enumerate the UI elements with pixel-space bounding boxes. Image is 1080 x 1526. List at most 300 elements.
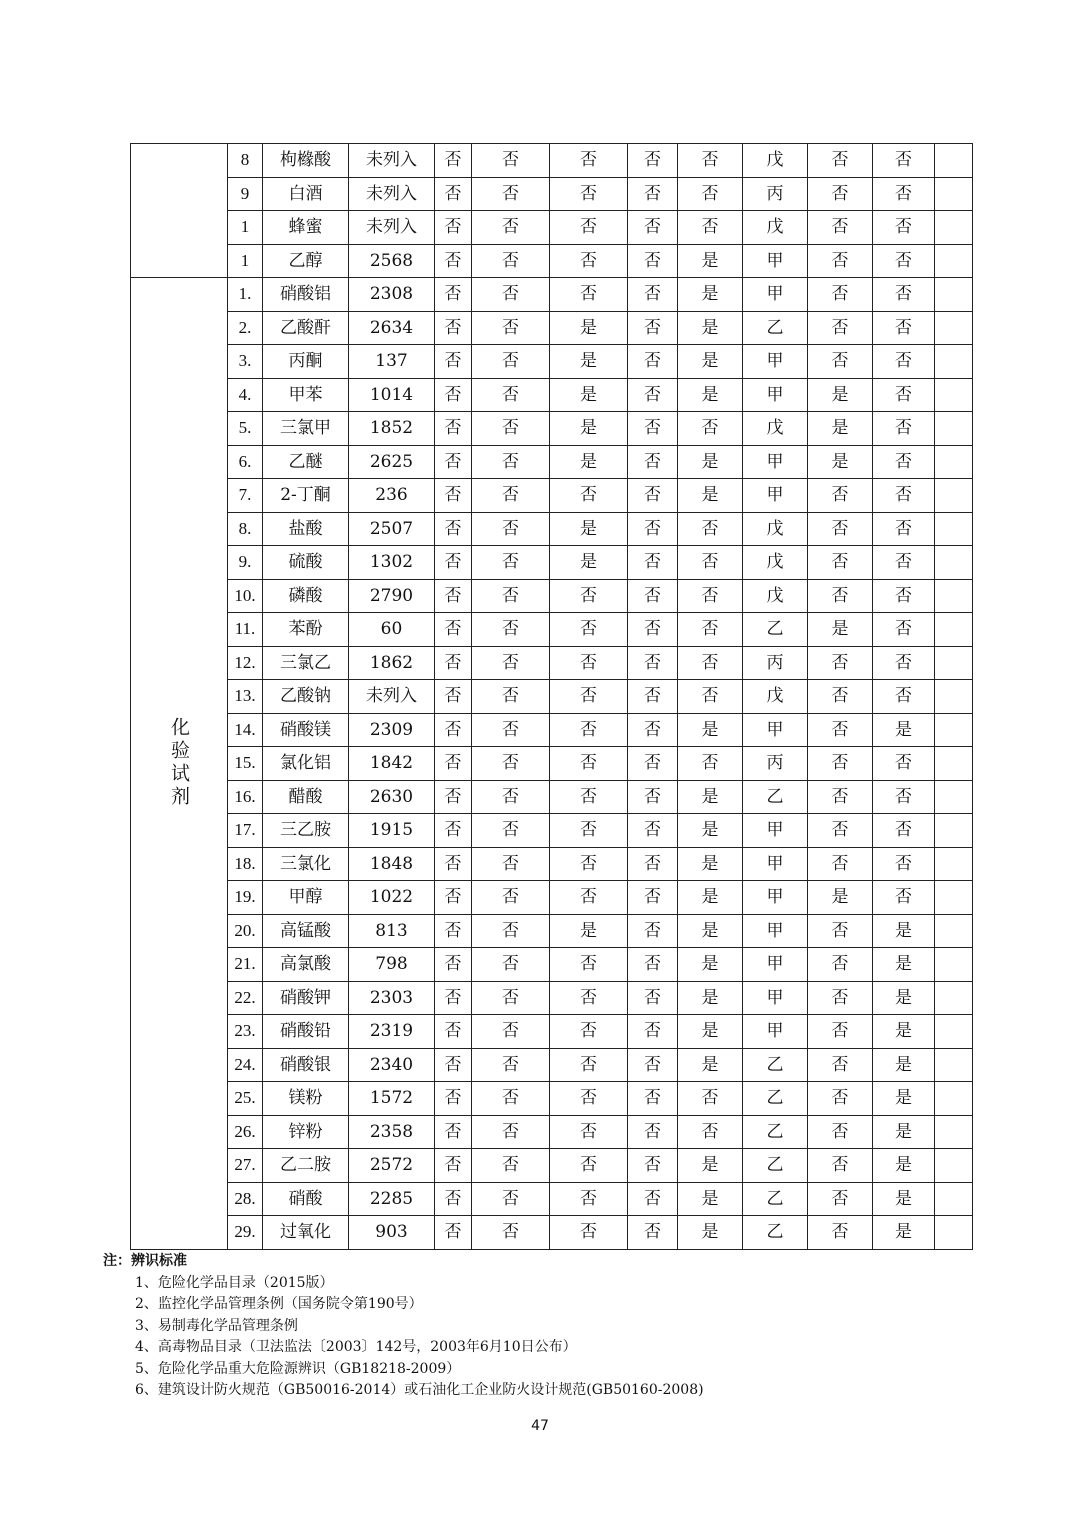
col-e-cell: 是 — [678, 278, 743, 312]
col-f-cell: 否 — [808, 244, 873, 278]
table-row — [131, 646, 973, 680]
row-number-cell: 4. — [228, 378, 263, 412]
col-d-cell: 否 — [628, 1115, 678, 1149]
remark-cell — [935, 1115, 973, 1149]
col-b-cell: 否 — [472, 244, 550, 278]
catalog-number-cell: 2790 — [349, 579, 435, 613]
col-f-cell: 否 — [808, 713, 873, 747]
remark-cell — [935, 278, 973, 312]
chemical-name-cell: 甲苯 — [263, 378, 349, 412]
catalog-number-cell: 1862 — [349, 646, 435, 680]
note-item: 6、建筑设计防火规范（GB50016-2014）或石油化工企业防火设计规范(GB50160-2008) — [135, 1382, 704, 1398]
table-body — [131, 144, 973, 1250]
col-c-cell: 是 — [550, 445, 628, 479]
table-row — [131, 981, 973, 1015]
chemical-name-cell: 硝酸钾 — [263, 981, 349, 1015]
table-row — [131, 1115, 973, 1149]
col-e-cell: 是 — [678, 713, 743, 747]
col-c-cell: 是 — [550, 345, 628, 379]
fire-class-cell: 乙 — [743, 1048, 808, 1082]
col-f-cell: 否 — [808, 981, 873, 1015]
row-number-cell: 2. — [228, 311, 263, 345]
remark-cell — [935, 981, 973, 1015]
table-row — [131, 814, 973, 848]
fire-class-cell: 戊 — [743, 546, 808, 580]
row-number-cell: 9. — [228, 546, 263, 580]
col-g-cell: 否 — [873, 814, 935, 848]
remark-cell — [935, 378, 973, 412]
table-row — [131, 378, 973, 412]
fire-class-cell: 丙 — [743, 646, 808, 680]
catalog-number-cell: 2319 — [349, 1015, 435, 1049]
col-e-cell: 是 — [678, 1015, 743, 1049]
col-d-cell: 否 — [628, 814, 678, 848]
col-c-cell: 否 — [550, 613, 628, 647]
table-row — [131, 1216, 973, 1250]
chemical-name-cell: 2-丁酮 — [263, 479, 349, 513]
col-d-cell: 否 — [628, 311, 678, 345]
col-d-cell: 否 — [628, 278, 678, 312]
col-g-cell: 是 — [873, 713, 935, 747]
col-d-cell: 否 — [628, 211, 678, 245]
col-d-cell: 否 — [628, 914, 678, 948]
catalog-number-cell: 1852 — [349, 412, 435, 446]
col-a-cell: 否 — [435, 613, 472, 647]
catalog-number-cell: 2634 — [349, 311, 435, 345]
col-e-cell: 是 — [678, 345, 743, 379]
col-d-cell: 否 — [628, 412, 678, 446]
notes — [103, 1251, 704, 1402]
col-f-cell: 是 — [808, 412, 873, 446]
col-d-cell: 否 — [628, 1048, 678, 1082]
col-c-cell: 否 — [550, 646, 628, 680]
remark-cell — [935, 948, 973, 982]
catalog-number-cell: 未列入 — [349, 211, 435, 245]
col-a-cell: 否 — [435, 479, 472, 513]
col-g-cell: 是 — [873, 948, 935, 982]
remark-cell — [935, 311, 973, 345]
row-number-cell: 25. — [228, 1082, 263, 1116]
col-e-cell: 否 — [678, 646, 743, 680]
col-b-cell: 否 — [472, 881, 550, 915]
fire-class-cell: 甲 — [743, 981, 808, 1015]
col-e-cell: 是 — [678, 948, 743, 982]
col-c-cell: 否 — [550, 278, 628, 312]
catalog-number-cell: 2625 — [349, 445, 435, 479]
col-f-cell: 否 — [808, 345, 873, 379]
col-d-cell: 否 — [628, 1149, 678, 1183]
col-g-cell: 否 — [873, 646, 935, 680]
remark-cell — [935, 479, 973, 513]
catalog-number-cell: 1572 — [349, 1082, 435, 1116]
col-g-cell: 否 — [873, 479, 935, 513]
col-a-cell: 否 — [435, 378, 472, 412]
col-e-cell: 是 — [678, 244, 743, 278]
fire-class-cell: 甲 — [743, 881, 808, 915]
chemical-name-cell: 甲醇 — [263, 881, 349, 915]
fire-class-cell: 戊 — [743, 512, 808, 546]
col-c-cell: 否 — [550, 948, 628, 982]
catalog-number-cell: 813 — [349, 914, 435, 948]
row-number-cell: 10. — [228, 579, 263, 613]
notes-heading: 注：辨识标准 — [103, 1253, 187, 1269]
col-g-cell: 否 — [873, 278, 935, 312]
chemical-name-cell: 锌粉 — [263, 1115, 349, 1149]
chemical-name-cell: 三氯乙 — [263, 646, 349, 680]
row-number-cell: 3. — [228, 345, 263, 379]
col-a-cell: 否 — [435, 646, 472, 680]
col-b-cell: 否 — [472, 445, 550, 479]
col-c-cell: 否 — [550, 981, 628, 1015]
row-number-cell: 24. — [228, 1048, 263, 1082]
col-b-cell: 否 — [472, 713, 550, 747]
row-number-cell: 27. — [228, 1149, 263, 1183]
category-cell: 化验试剂 — [131, 278, 228, 1250]
table-row — [131, 914, 973, 948]
row-number-cell: 23. — [228, 1015, 263, 1049]
col-g-cell: 是 — [873, 981, 935, 1015]
remark-cell — [935, 244, 973, 278]
row-number-cell: 26. — [228, 1115, 263, 1149]
chemical-name-cell: 乙醚 — [263, 445, 349, 479]
catalog-number-cell: 60 — [349, 613, 435, 647]
table-row — [131, 546, 973, 580]
table-row — [131, 445, 973, 479]
row-number-cell: 12. — [228, 646, 263, 680]
col-b-cell: 否 — [472, 512, 550, 546]
row-number-cell: 8. — [228, 512, 263, 546]
catalog-number-cell: 1014 — [349, 378, 435, 412]
row-number-cell: 22. — [228, 981, 263, 1015]
row-number-cell: 6. — [228, 445, 263, 479]
col-c-cell: 否 — [550, 847, 628, 881]
col-e-cell: 是 — [678, 1216, 743, 1250]
chemical-table — [130, 143, 973, 1250]
remark-cell — [935, 1216, 973, 1250]
fire-class-cell: 甲 — [743, 847, 808, 881]
col-c-cell: 否 — [550, 881, 628, 915]
col-e-cell: 否 — [678, 1115, 743, 1149]
col-a-cell: 否 — [435, 1115, 472, 1149]
col-f-cell: 否 — [808, 579, 873, 613]
catalog-number-cell: 1842 — [349, 747, 435, 781]
col-c-cell: 否 — [550, 177, 628, 211]
col-e-cell: 否 — [678, 1082, 743, 1116]
col-g-cell: 是 — [873, 1182, 935, 1216]
col-c-cell: 否 — [550, 144, 628, 178]
col-c-cell: 是 — [550, 546, 628, 580]
col-b-cell: 否 — [472, 412, 550, 446]
table-row — [131, 847, 973, 881]
col-e-cell: 否 — [678, 579, 743, 613]
col-g-cell: 否 — [873, 747, 935, 781]
remark-cell — [935, 680, 973, 714]
col-b-cell: 否 — [472, 211, 550, 245]
col-e-cell: 否 — [678, 680, 743, 714]
fire-class-cell: 甲 — [743, 278, 808, 312]
chemical-name-cell: 硝酸 — [263, 1182, 349, 1216]
col-c-cell: 是 — [550, 311, 628, 345]
col-d-cell: 否 — [628, 144, 678, 178]
row-number-cell: 14. — [228, 713, 263, 747]
col-f-cell: 否 — [808, 546, 873, 580]
col-c-cell: 否 — [550, 1149, 628, 1183]
col-b-cell: 否 — [472, 1082, 550, 1116]
chemical-name-cell: 三氯化 — [263, 847, 349, 881]
col-c-cell: 否 — [550, 1216, 628, 1250]
col-g-cell: 否 — [873, 144, 935, 178]
col-d-cell: 否 — [628, 613, 678, 647]
col-f-cell: 否 — [808, 948, 873, 982]
remark-cell — [935, 747, 973, 781]
col-a-cell: 否 — [435, 1182, 472, 1216]
chemical-name-cell: 乙酸钠 — [263, 680, 349, 714]
col-b-cell: 否 — [472, 1048, 550, 1082]
row-number-cell: 21. — [228, 948, 263, 982]
row-number-cell: 7. — [228, 479, 263, 513]
col-g-cell: 是 — [873, 1115, 935, 1149]
col-b-cell: 否 — [472, 479, 550, 513]
fire-class-cell: 甲 — [743, 445, 808, 479]
catalog-number-cell: 未列入 — [349, 177, 435, 211]
col-g-cell: 否 — [873, 680, 935, 714]
col-b-cell: 否 — [472, 345, 550, 379]
col-d-cell: 否 — [628, 579, 678, 613]
col-b-cell: 否 — [472, 680, 550, 714]
row-number-cell: 1 — [228, 211, 263, 245]
remark-cell — [935, 914, 973, 948]
col-f-cell: 是 — [808, 445, 873, 479]
col-a-cell: 否 — [435, 1149, 472, 1183]
col-b-cell: 否 — [472, 378, 550, 412]
col-d-cell: 否 — [628, 747, 678, 781]
col-g-cell: 是 — [873, 1216, 935, 1250]
remark-cell — [935, 1048, 973, 1082]
col-d-cell: 否 — [628, 780, 678, 814]
col-b-cell: 否 — [472, 1115, 550, 1149]
fire-class-cell: 乙 — [743, 1082, 808, 1116]
remark-cell — [935, 1082, 973, 1116]
col-d-cell: 否 — [628, 1015, 678, 1049]
catalog-number-cell: 1022 — [349, 881, 435, 915]
table-row — [131, 680, 973, 714]
col-d-cell: 否 — [628, 378, 678, 412]
chemical-name-cell: 盐酸 — [263, 512, 349, 546]
catalog-number-cell: 2630 — [349, 780, 435, 814]
col-g-cell: 否 — [873, 412, 935, 446]
fire-class-cell: 丙 — [743, 747, 808, 781]
table-row — [131, 512, 973, 546]
col-e-cell: 是 — [678, 914, 743, 948]
table-row — [131, 144, 973, 178]
remark-cell — [935, 613, 973, 647]
table-row — [131, 780, 973, 814]
col-f-cell: 否 — [808, 1115, 873, 1149]
catalog-number-cell: 798 — [349, 948, 435, 982]
remark-cell — [935, 211, 973, 245]
remark-cell — [935, 144, 973, 178]
col-f-cell: 否 — [808, 177, 873, 211]
col-b-cell: 否 — [472, 646, 550, 680]
table-row — [131, 1182, 973, 1216]
col-f-cell: 否 — [808, 780, 873, 814]
col-f-cell: 否 — [808, 211, 873, 245]
col-e-cell: 是 — [678, 847, 743, 881]
col-d-cell: 否 — [628, 981, 678, 1015]
col-c-cell: 否 — [550, 747, 628, 781]
row-number-cell: 29. — [228, 1216, 263, 1250]
col-e-cell: 否 — [678, 144, 743, 178]
fire-class-cell: 甲 — [743, 378, 808, 412]
row-number-cell: 28. — [228, 1182, 263, 1216]
col-b-cell: 否 — [472, 847, 550, 881]
col-a-cell: 否 — [435, 914, 472, 948]
col-b-cell: 否 — [472, 546, 550, 580]
col-a-cell: 否 — [435, 177, 472, 211]
chemical-name-cell: 氯化铝 — [263, 747, 349, 781]
col-b-cell: 否 — [472, 981, 550, 1015]
table-row — [131, 1015, 973, 1049]
fire-class-cell: 乙 — [743, 1216, 808, 1250]
col-b-cell: 否 — [472, 278, 550, 312]
col-g-cell: 否 — [873, 311, 935, 345]
chemical-name-cell: 醋酸 — [263, 780, 349, 814]
table-row — [131, 345, 973, 379]
col-a-cell: 否 — [435, 445, 472, 479]
remark-cell — [935, 847, 973, 881]
col-e-cell: 是 — [678, 445, 743, 479]
table-row — [131, 311, 973, 345]
col-f-cell: 否 — [808, 1149, 873, 1183]
fire-class-cell: 甲 — [743, 479, 808, 513]
col-c-cell: 否 — [550, 1015, 628, 1049]
col-g-cell: 否 — [873, 579, 935, 613]
row-number-cell: 18. — [228, 847, 263, 881]
fire-class-cell: 甲 — [743, 948, 808, 982]
col-f-cell: 否 — [808, 311, 873, 345]
col-b-cell: 否 — [472, 948, 550, 982]
remark-cell — [935, 345, 973, 379]
catalog-number-cell: 1915 — [349, 814, 435, 848]
chemical-name-cell: 硫酸 — [263, 546, 349, 580]
chemical-name-cell: 硝酸镁 — [263, 713, 349, 747]
row-number-cell: 19. — [228, 881, 263, 915]
col-a-cell: 否 — [435, 211, 472, 245]
col-d-cell: 否 — [628, 948, 678, 982]
col-g-cell: 否 — [873, 244, 935, 278]
col-e-cell: 否 — [678, 512, 743, 546]
chemical-name-cell: 高锰酸 — [263, 914, 349, 948]
col-d-cell: 否 — [628, 479, 678, 513]
col-g-cell: 否 — [873, 177, 935, 211]
fire-class-cell: 乙 — [743, 1115, 808, 1149]
col-b-cell: 否 — [472, 780, 550, 814]
table-row — [131, 1048, 973, 1082]
col-c-cell: 是 — [550, 914, 628, 948]
col-c-cell: 否 — [550, 1182, 628, 1216]
note-item: 1、危险化学品目录（2015版） — [135, 1274, 334, 1291]
col-b-cell: 否 — [472, 914, 550, 948]
col-f-cell: 否 — [808, 512, 873, 546]
col-g-cell: 否 — [873, 345, 935, 379]
col-d-cell: 否 — [628, 345, 678, 379]
col-a-cell: 否 — [435, 1048, 472, 1082]
col-g-cell: 否 — [873, 445, 935, 479]
col-d-cell: 否 — [628, 847, 678, 881]
col-e-cell: 否 — [678, 613, 743, 647]
col-b-cell: 否 — [472, 1149, 550, 1183]
col-e-cell: 否 — [678, 412, 743, 446]
chemical-name-cell: 过氧化 — [263, 1216, 349, 1250]
col-a-cell: 否 — [435, 747, 472, 781]
fire-class-cell: 甲 — [743, 814, 808, 848]
chemical-name-cell: 三乙胺 — [263, 814, 349, 848]
row-number-cell: 1 — [228, 244, 263, 278]
col-a-cell: 否 — [435, 814, 472, 848]
col-f-cell: 否 — [808, 1182, 873, 1216]
col-a-cell: 否 — [435, 144, 472, 178]
chemical-name-cell: 枸橼酸 — [263, 144, 349, 178]
col-d-cell: 否 — [628, 1082, 678, 1116]
table-row — [131, 412, 973, 446]
chemical-name-cell: 镁粉 — [263, 1082, 349, 1116]
catalog-number-cell: 2568 — [349, 244, 435, 278]
table-row — [131, 579, 973, 613]
col-a-cell: 否 — [435, 1216, 472, 1250]
col-a-cell: 否 — [435, 981, 472, 1015]
col-f-cell: 否 — [808, 1216, 873, 1250]
catalog-number-cell: 2340 — [349, 1048, 435, 1082]
col-c-cell: 否 — [550, 479, 628, 513]
col-c-cell: 否 — [550, 814, 628, 848]
col-e-cell: 是 — [678, 479, 743, 513]
fire-class-cell: 戊 — [743, 680, 808, 714]
catalog-number-cell: 2303 — [349, 981, 435, 1015]
col-b-cell: 否 — [472, 613, 550, 647]
col-e-cell: 是 — [678, 1149, 743, 1183]
col-g-cell: 否 — [873, 378, 935, 412]
remark-cell — [935, 412, 973, 446]
row-number-cell: 20. — [228, 914, 263, 948]
col-e-cell: 否 — [678, 747, 743, 781]
col-a-cell: 否 — [435, 1015, 472, 1049]
col-b-cell: 否 — [472, 1182, 550, 1216]
chemical-name-cell: 乙二胺 — [263, 1149, 349, 1183]
col-c-cell: 否 — [550, 211, 628, 245]
col-e-cell: 否 — [678, 211, 743, 245]
col-d-cell: 否 — [628, 881, 678, 915]
table-row — [131, 244, 973, 278]
remark-cell — [935, 546, 973, 580]
col-d-cell: 否 — [628, 1216, 678, 1250]
col-g-cell: 否 — [873, 546, 935, 580]
col-a-cell: 否 — [435, 847, 472, 881]
row-number-cell: 9 — [228, 177, 263, 211]
catalog-number-cell: 236 — [349, 479, 435, 513]
col-f-cell: 否 — [808, 646, 873, 680]
col-a-cell: 否 — [435, 512, 472, 546]
table-row — [131, 747, 973, 781]
remark-cell — [935, 646, 973, 680]
col-e-cell: 否 — [678, 177, 743, 211]
remark-cell — [935, 1149, 973, 1183]
chemical-name-cell: 磷酸 — [263, 579, 349, 613]
col-f-cell: 否 — [808, 1015, 873, 1049]
remark-cell — [935, 814, 973, 848]
col-a-cell: 否 — [435, 278, 472, 312]
fire-class-cell: 甲 — [743, 914, 808, 948]
col-f-cell: 是 — [808, 378, 873, 412]
